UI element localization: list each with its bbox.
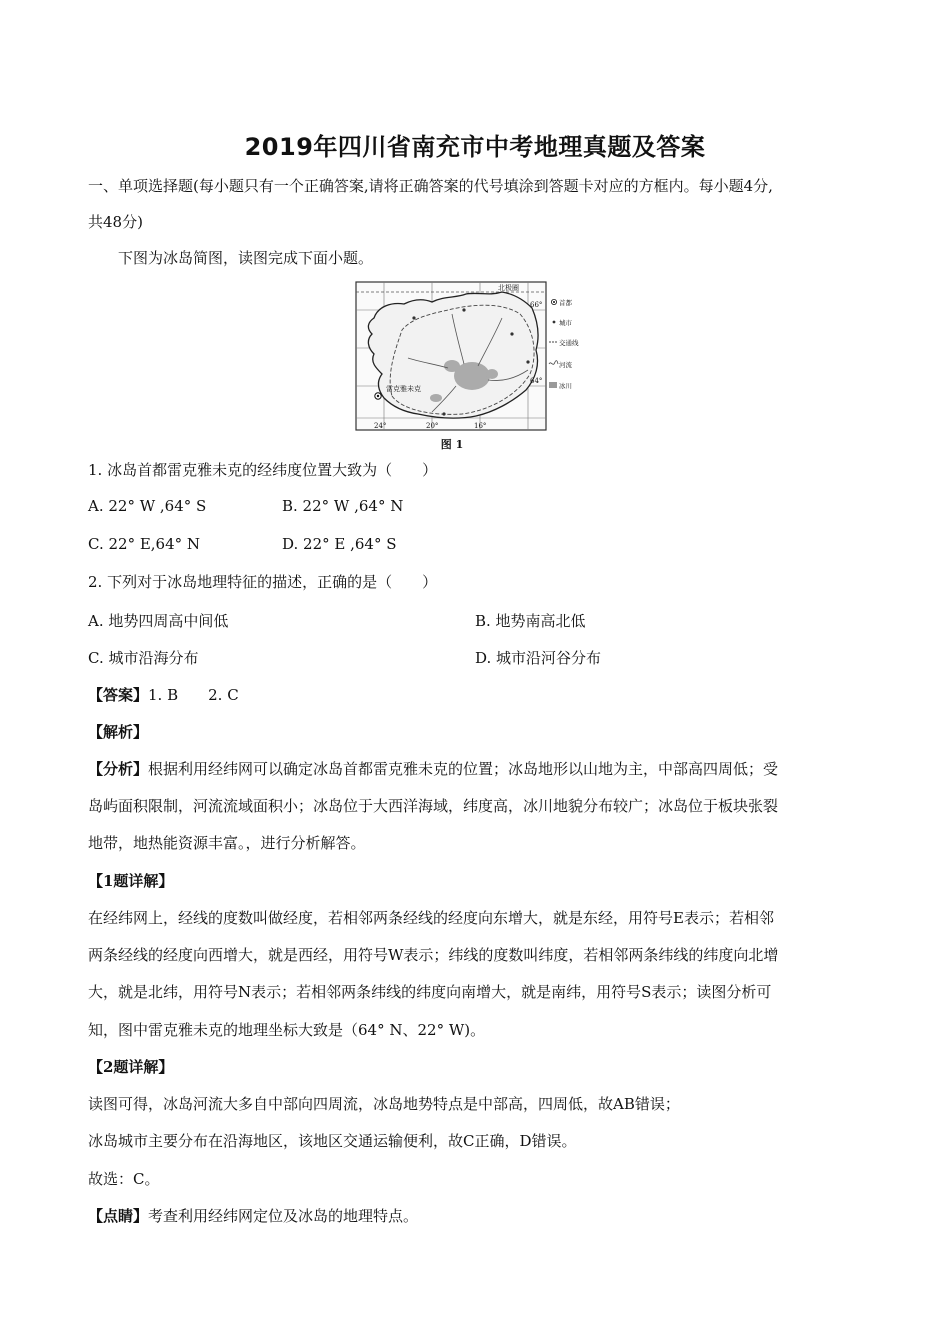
- legend-city: 城市: [559, 319, 572, 327]
- fenxi-line-3: 地带，地热能资源丰富。，进行分析解答。: [88, 834, 366, 852]
- fenxi-text-1: 根据利用经纬网可以确定冰岛首都雷克雅未克的位置；冰岛地形以山地为主，中部高四周低；受: [148, 760, 779, 778]
- iceland-coastline: [368, 292, 538, 418]
- capital-dot: [377, 395, 379, 397]
- lat-66-label: 66°: [530, 301, 543, 309]
- fenxi-label: 【分析】: [88, 760, 149, 778]
- intro-text: 下图为冰岛简图，读图完成下面小题。: [118, 249, 374, 267]
- capital-label: 雷克雅未克: [386, 385, 421, 393]
- detail-1-heading: 【1题详解】: [88, 872, 174, 890]
- section-heading-line2: 共48分): [88, 213, 143, 231]
- map-legend: [549, 298, 579, 390]
- question-1-option-a: A. 22° W ,64° S: [88, 497, 207, 515]
- detail-2-heading: 【2题详解】: [88, 1058, 174, 1076]
- question-2-stem: 2. 下列对于冰岛地理特征的描述，正确的是（ ）: [88, 573, 438, 591]
- figure-caption: 图 1: [440, 438, 464, 451]
- lon-16-label: 16°: [474, 422, 487, 430]
- dianjing-label: 【点睛】: [88, 1207, 149, 1225]
- answer-line: [88, 685, 239, 705]
- question-2-option-d: D. 城市沿河谷分布: [475, 649, 602, 667]
- answer-text: 1. B 2. C: [148, 686, 239, 704]
- legend-glacier: 冰川: [559, 382, 572, 390]
- question-2-option-c: C. 城市沿海分布: [88, 649, 199, 667]
- dianjing-line: [88, 1206, 418, 1226]
- detail-2-line-3: 故选：C。: [88, 1170, 160, 1188]
- detail-1-line-3: 大，就是北纬，用符号N表示；若相邻两条纬线的纬度向南增大，就是南纬，用符号S表示；读图分析可: [88, 983, 772, 1001]
- section-heading-line1: 一、单项选择题(每小题只有一个正确答案,请将正确答案的代号填涂到答题卡对应的方框内。每小题4分,: [88, 177, 773, 195]
- detail-1-line-2: 两条经线的经度向西增大，就是西经，用符号W表示；纬线的度数叫纬度，若相邻两条纬线的纬度向北增: [88, 946, 779, 964]
- answer-label: 【答案】: [88, 686, 149, 704]
- detail-2-line-2: 冰岛城市主要分布在沿海地区，该地区交通运输便利，故C正确，D错误。: [88, 1132, 577, 1150]
- detail-2-line-1: 读图可得，冰岛河流大多自中部向四周流，冰岛地势特点是中部高，四周低，故AB错误；: [88, 1095, 680, 1113]
- lon-24-label: 24°: [374, 422, 387, 430]
- legend-road: 交通线: [559, 339, 579, 347]
- lat-64-label: 64°: [530, 377, 543, 385]
- question-1-stem: 1. 冰岛首都雷克雅未克的经纬度位置大致为（ ）: [88, 461, 438, 479]
- detail-1-line-4: 知，图中雷克雅未克的地理坐标大致是（64° N、22° W)。: [88, 1021, 486, 1039]
- analysis-heading: 【解析】: [88, 723, 149, 741]
- question-2-option-a: A. 地势四周高中间低: [88, 612, 229, 630]
- fenxi-line-2: 岛屿面积限制，河流流域面积小；冰岛位于大西洋海域，纬度高，冰川地貌分布较广；冰岛位于板块张裂: [88, 797, 779, 815]
- arctic-circle-label: 北极圈: [498, 284, 519, 292]
- detail-1-line-1: 在经纬网上，经线的度数叫做经度，若相邻两条经线的经度向东增大，就是东经，用符号E表示；若相邻: [88, 909, 774, 927]
- question-1-option-c: C. 22° E,64° N: [88, 535, 201, 553]
- question-2-option-b: B. 地势南高北低: [475, 612, 586, 630]
- legend-river: 河流: [559, 361, 572, 369]
- fenxi-line-1: [88, 759, 778, 779]
- legend-capital: 首都: [559, 299, 572, 307]
- question-1-option-b: B. 22° W ,64° N: [282, 497, 404, 515]
- iceland-map-figure: [352, 278, 579, 454]
- page-title: 2019年四川省南充市中考地理真题及答案: [244, 133, 706, 161]
- lon-20-label: 20°: [426, 422, 439, 430]
- dianjing-text: 考查利用经纬网定位及冰岛的地理特点。: [148, 1207, 419, 1225]
- question-1-option-d: D. 22° E ,64° S: [282, 535, 397, 553]
